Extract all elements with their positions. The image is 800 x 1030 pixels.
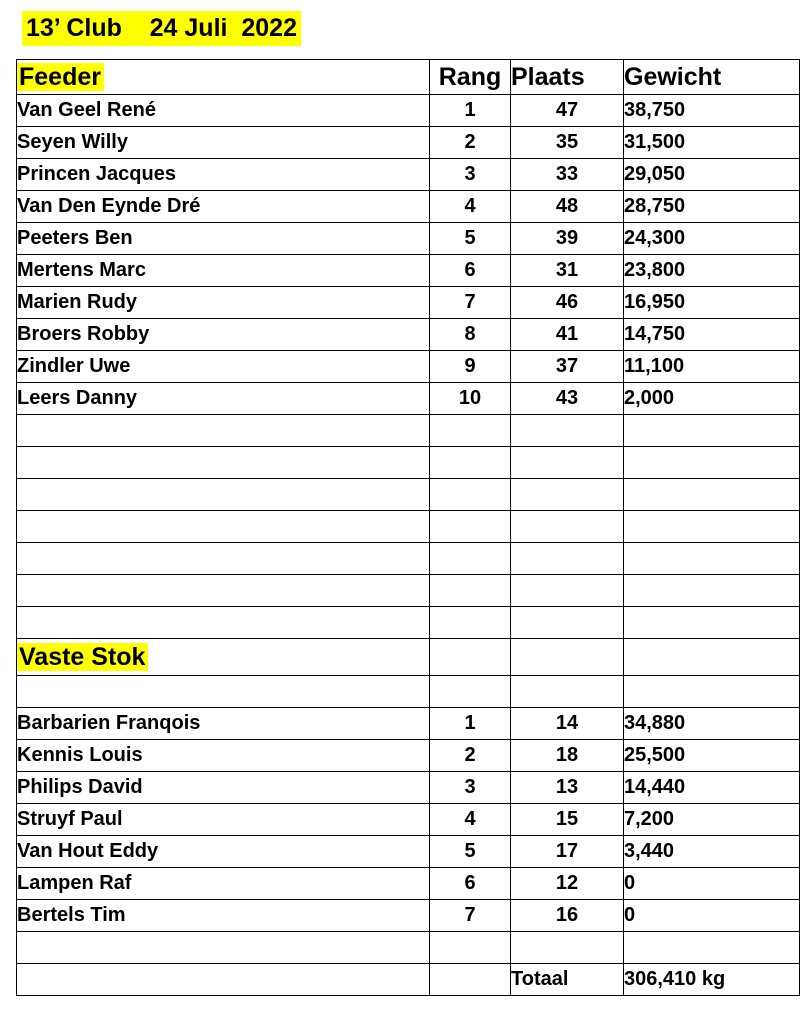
rang-cell: 3	[430, 772, 511, 804]
table-row	[17, 351, 800, 383]
empty-cell	[430, 676, 511, 708]
vaste-stok-section-header	[17, 639, 430, 676]
table-row	[17, 159, 800, 191]
plaats-cell: 47	[511, 95, 624, 127]
empty-cell	[430, 479, 511, 511]
results-table	[16, 59, 800, 996]
rang-cell: 2	[430, 127, 511, 159]
section-row	[17, 639, 800, 676]
empty-row	[17, 575, 800, 607]
rang-cell: 4	[430, 191, 511, 223]
empty-cell	[17, 932, 430, 964]
plaats-cell: 41	[511, 319, 624, 351]
table-row	[17, 287, 800, 319]
empty-row	[17, 415, 800, 447]
empty-row	[17, 479, 800, 511]
plaats-cell: 39	[511, 223, 624, 255]
table-row	[17, 191, 800, 223]
participant-name: Kennis Louis	[17, 740, 430, 772]
rang-cell: 1	[430, 95, 511, 127]
empty-cell	[17, 575, 430, 607]
participant-name: Marien Rudy	[17, 287, 430, 319]
empty-cell	[430, 415, 511, 447]
empty-row	[17, 932, 800, 964]
header-row	[17, 60, 800, 95]
empty-cell	[511, 575, 624, 607]
gewicht-cell: 31,500	[624, 127, 800, 159]
plaats-cell: 17	[511, 836, 624, 868]
plaats-cell: 33	[511, 159, 624, 191]
participant-name: Struyf Paul	[17, 804, 430, 836]
participant-name: Lampen Raf	[17, 868, 430, 900]
rang-cell: 3	[430, 159, 511, 191]
plaats-cell: 14	[511, 708, 624, 740]
participant-name: Mertens Marc	[17, 255, 430, 287]
totaal-label: Totaal	[511, 964, 624, 996]
plaats-cell: 15	[511, 804, 624, 836]
gewicht-cell: 23,800	[624, 255, 800, 287]
gewicht-cell: 0	[624, 868, 800, 900]
rang-cell: 4	[430, 804, 511, 836]
empty-cell	[624, 447, 800, 479]
table-row	[17, 836, 800, 868]
empty-cell	[624, 511, 800, 543]
empty-cell	[511, 676, 624, 708]
gewicht-cell: 28,750	[624, 191, 800, 223]
participant-name: Seyen Willy	[17, 127, 430, 159]
page-title: 13’ Club 24 Juli 2022	[22, 11, 301, 46]
totaal-value: 306,410 kg	[624, 964, 800, 996]
empty-cell	[17, 607, 430, 639]
participant-name: Peeters Ben	[17, 223, 430, 255]
plaats-cell: 16	[511, 900, 624, 932]
participant-name: Bertels Tim	[17, 900, 430, 932]
feeder-section-header	[17, 60, 430, 95]
plaats-cell: 31	[511, 255, 624, 287]
empty-cell	[17, 543, 430, 575]
rang-cell: 8	[430, 319, 511, 351]
empty-cell	[624, 543, 800, 575]
empty-cell	[511, 511, 624, 543]
participant-name: Zindler Uwe	[17, 351, 430, 383]
empty-cell	[430, 964, 511, 996]
empty-row	[17, 511, 800, 543]
participant-name: Philips David	[17, 772, 430, 804]
empty-cell	[17, 479, 430, 511]
empty-cell	[624, 479, 800, 511]
rang-cell: 5	[430, 223, 511, 255]
rang-cell: 7	[430, 900, 511, 932]
gewicht-cell: 11,100	[624, 351, 800, 383]
rang-cell: 5	[430, 836, 511, 868]
participant-name: Princen Jacques	[17, 159, 430, 191]
gewicht-cell: 0	[624, 900, 800, 932]
empty-cell	[430, 543, 511, 575]
empty-cell	[511, 447, 624, 479]
plaats-cell: 12	[511, 868, 624, 900]
plaats-cell: 43	[511, 383, 624, 415]
plaats-cell: 35	[511, 127, 624, 159]
empty-cell	[624, 639, 800, 676]
gewicht-cell: 16,950	[624, 287, 800, 319]
table-row	[17, 95, 800, 127]
empty-cell	[624, 607, 800, 639]
vaste-stok-section-label: Vaste Stok	[17, 643, 148, 671]
empty-cell	[17, 415, 430, 447]
gewicht-cell: 34,880	[624, 708, 800, 740]
gewicht-cell: 2,000	[624, 383, 800, 415]
rang-cell: 2	[430, 740, 511, 772]
gewicht-cell: 24,300	[624, 223, 800, 255]
gewicht-cell: 38,750	[624, 95, 800, 127]
plaats-cell: 18	[511, 740, 624, 772]
table-row	[17, 740, 800, 772]
table-row	[17, 319, 800, 351]
table-row	[17, 127, 800, 159]
empty-cell	[430, 575, 511, 607]
plaats-cell: 13	[511, 772, 624, 804]
empty-cell	[511, 543, 624, 575]
gewicht-header: Gewicht	[624, 60, 800, 95]
empty-cell	[430, 447, 511, 479]
participant-name: Van Hout Eddy	[17, 836, 430, 868]
empty-cell	[624, 575, 800, 607]
gewicht-cell: 14,750	[624, 319, 800, 351]
rang-cell: 7	[430, 287, 511, 319]
plaats-cell: 37	[511, 351, 624, 383]
participant-name: Van Geel René	[17, 95, 430, 127]
gewicht-cell: 25,500	[624, 740, 800, 772]
empty-cell	[430, 607, 511, 639]
plaats-cell: 46	[511, 287, 624, 319]
rang-cell: 1	[430, 708, 511, 740]
rang-cell: 10	[430, 383, 511, 415]
participant-name: Barbarien Franqois	[17, 708, 430, 740]
table-row	[17, 383, 800, 415]
empty-cell	[17, 447, 430, 479]
participant-name: Broers Robby	[17, 319, 430, 351]
empty-cell	[511, 639, 624, 676]
empty-row	[17, 543, 800, 575]
empty-row	[17, 607, 800, 639]
participant-name: Leers Danny	[17, 383, 430, 415]
gewicht-cell: 7,200	[624, 804, 800, 836]
empty-cell	[17, 964, 430, 996]
empty-cell	[17, 511, 430, 543]
empty-cell	[511, 415, 624, 447]
table-row	[17, 868, 800, 900]
empty-cell	[624, 676, 800, 708]
rang-cell: 6	[430, 868, 511, 900]
empty-cell	[511, 479, 624, 511]
gewicht-cell: 14,440	[624, 772, 800, 804]
empty-cell	[511, 607, 624, 639]
empty-row	[17, 676, 800, 708]
empty-cell	[430, 511, 511, 543]
plaats-header: Plaats	[511, 60, 624, 95]
table-row	[17, 255, 800, 287]
empty-cell	[17, 676, 430, 708]
table-row	[17, 900, 800, 932]
rang-cell: 9	[430, 351, 511, 383]
empty-cell	[430, 639, 511, 676]
empty-row	[17, 447, 800, 479]
empty-cell	[624, 415, 800, 447]
table-row	[17, 772, 800, 804]
empty-cell	[624, 932, 800, 964]
table-row	[17, 804, 800, 836]
empty-cell	[511, 932, 624, 964]
table-row	[17, 223, 800, 255]
rang-header: Rang	[430, 60, 511, 95]
totaal-row	[17, 964, 800, 996]
feeder-section-label: Feeder	[17, 63, 104, 91]
participant-name: Van Den Eynde Dré	[17, 191, 430, 223]
empty-cell	[430, 932, 511, 964]
gewicht-cell: 3,440	[624, 836, 800, 868]
rang-cell: 6	[430, 255, 511, 287]
gewicht-cell: 29,050	[624, 159, 800, 191]
plaats-cell: 48	[511, 191, 624, 223]
table-row	[17, 708, 800, 740]
